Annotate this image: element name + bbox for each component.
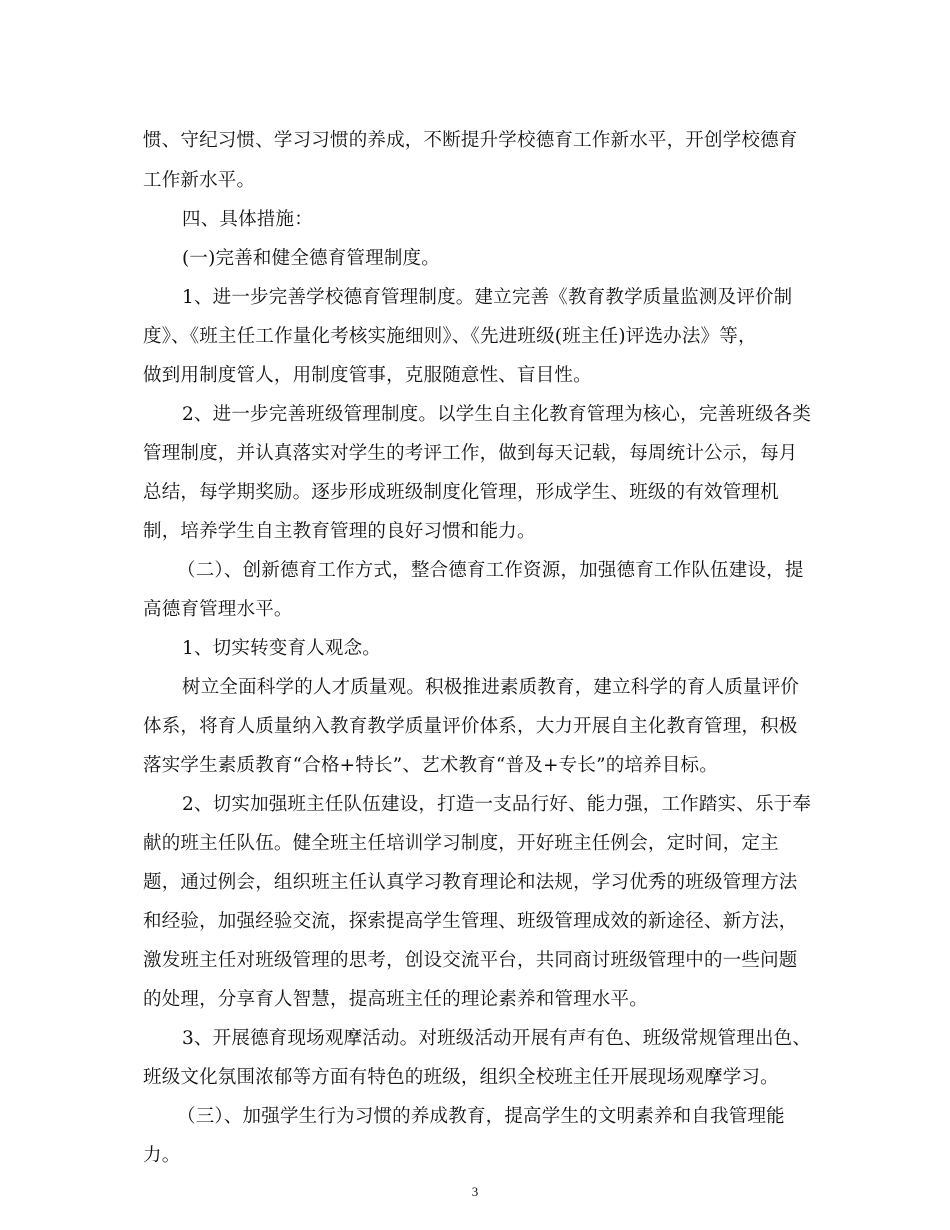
text-line: 惯、守纪习惯、学习习惯的养成，不断提升学校德育工作新水平，开创学校德育 — [143, 130, 798, 151]
text-line: 管理制度，并认真落实对学生的考评工作，做到每天记载，每周统计公示，每月 — [143, 443, 798, 464]
text-line: 3、开展德育现场观摩活动。对班级活动开展有声有色、班级常规管理出色、 — [182, 1028, 812, 1049]
text-line: 1、切实转变育人观念。 — [182, 638, 381, 659]
text-line: 工作新水平。 — [143, 170, 256, 191]
text-line: 和经验，加强经验交流，探索提高学生管理、班级管理成效的新途径、新方法， — [143, 911, 798, 932]
subsection-heading: （三）、加强学生行为习惯的养成教育，提高学生的文明素养和自我管理能 — [177, 1106, 785, 1127]
text-line: 题，通过例会，组织班主任认真学习教育理论和法规，学习优秀的班级管理方法 — [143, 872, 798, 893]
text-line: 制，培养学生自主教育管理的良好习惯和能力。 — [143, 521, 536, 542]
text-line: 高德育管理水平。 — [143, 599, 293, 620]
text-line: 体系，将育人质量纳入教育教学质量评价体系，大力开展自主化教育管理，积极 — [143, 716, 798, 737]
subsection-heading: (一)完善和健全德育管理制度。 — [182, 248, 440, 269]
text-line: 激发班主任对班级管理的思考，创设交流平台，共同商讨班级管理中的一些问题 — [143, 950, 798, 971]
section-heading: 四、具体措施： — [182, 209, 313, 230]
page-number: 3 — [471, 1184, 479, 1199]
text-line: 总结，每学期奖励。逐步形成班级制度化管理，形成学生、班级的有效管理机 — [143, 482, 779, 503]
text-line: 的处理，分享育人智慧，提高班主任的理论素养和管理水平。 — [143, 989, 648, 1010]
subsection-heading: （二）、创新德育工作方式，整合德育工作资源，加强德育工作队伍建设，提 — [177, 560, 804, 581]
text-line: 做到用制度管人，用制度管事，克服随意性、盲目性。 — [143, 365, 592, 386]
text-line: 度》、《班主任工作量化考核实施细则》、《先进班级(班主任)评选办法》等， — [143, 326, 757, 347]
text-line: 2、进一步完善班级管理制度。以学生自主化教育管理为核心，完善班级各类 — [182, 404, 812, 425]
text-line: 班级文化氛围浓郁等方面有特色的班级，组织全校班主任开展现场观摩学习。 — [143, 1067, 779, 1088]
text-line: 献的班主任队伍。健全班主任培训学习制度，开好班主任例会，定时间，定主 — [143, 833, 779, 854]
text-line: 力。 — [143, 1145, 181, 1166]
text-line: 1、进一步完善学校德育管理制度。建立完善《教育教学质量监测及评价制 — [182, 287, 793, 308]
text-line: 2、切实加强班主任队伍建设，打造一支品行好、能力强，工作踏实、乐于奉 — [182, 794, 812, 815]
text-line: 树立全面科学的人才质量观。积极推进素质教育，建立科学的育人质量评价 — [182, 677, 800, 698]
text-line: 落实学生素质教育“合格+特长”、艺术教育“普及+专长”的培养目标。 — [143, 755, 718, 776]
